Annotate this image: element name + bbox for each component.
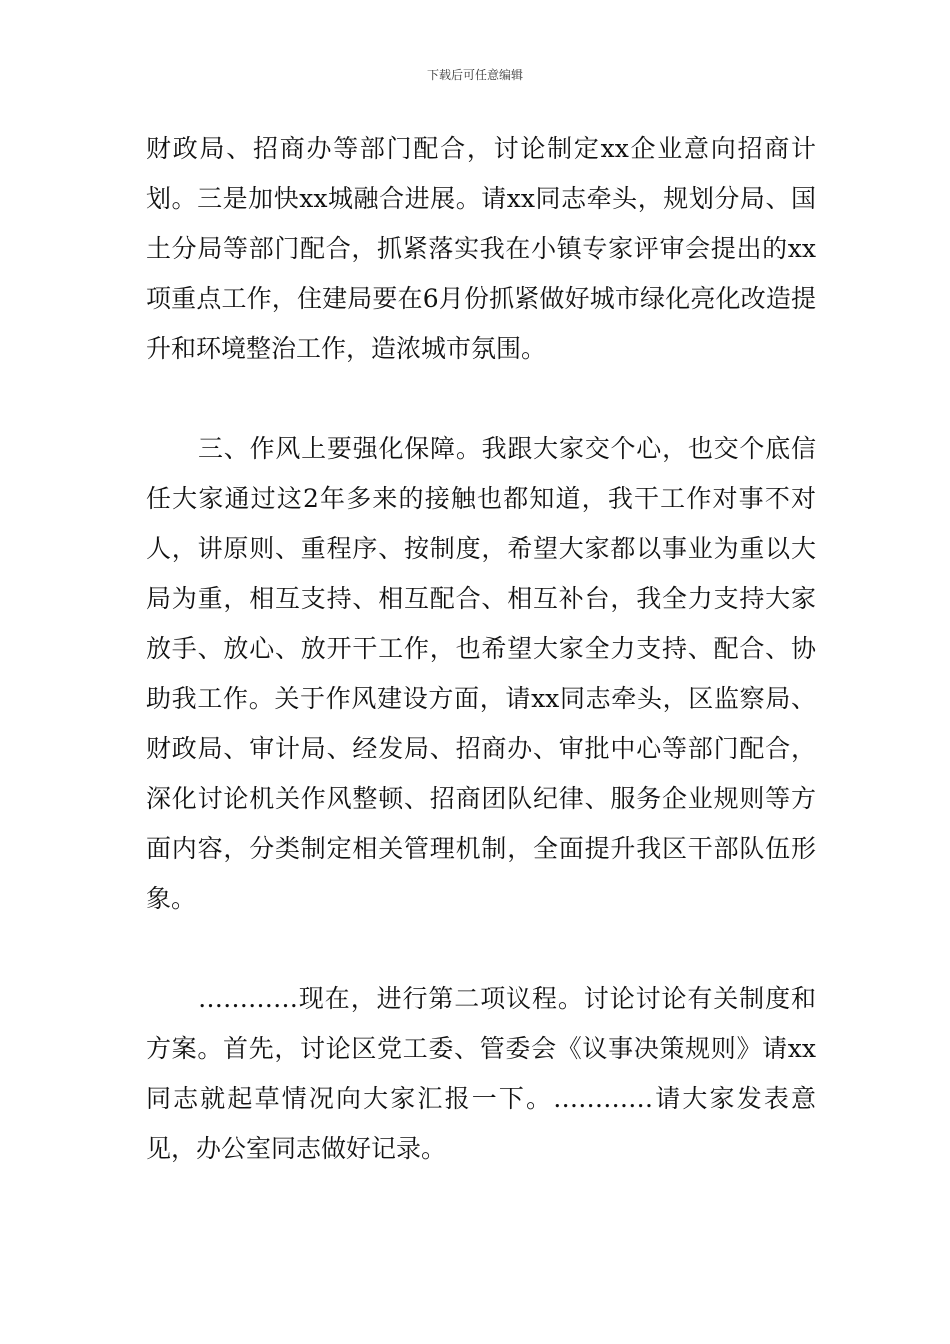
page-header: 下载后可任意编辑: [426, 68, 523, 82]
paragraph-1: 财政局、招商办等部门配合，讨论制定xx企业意向招商计划。三是加快xx城融合进展。请xx同志牵头，规划分局、国土分局等部门配合，抓紧落实我在小镇专家评审会提出的xx项重点工作，住建局要在6月份抓紧做好城市绿化亮化改造提升和环境整治工作，造浓城市氛围。: [146, 134, 816, 363]
paragraph-gap: [146, 924, 816, 974]
paragraph-gap: [146, 374, 816, 424]
document-body: [146, 124, 816, 1174]
paragraph-2: 三、作风上要强化保障。我跟大家交个心，也交个底信任大家通过这2年多来的接触也都知道，我干工作对事不对人，讲原则、重程序、按制度，希望大家都以事业为重以大局为重，相互支持、相互配合、相互补台，我全力支持大家放手、放心、放开干工作，也希望大家全力支持、配合、协助我工作。关于作风建设方面，请xx同志牵头，区监察局、财政局、审计局、经发局、招商办、审批中心等部门配合，深化讨论机关作风整顿、招商团队纪律、服务企业规则等方面内容，分类制定相关管理机制，全面提升我区干部队伍形象。: [146, 434, 816, 913]
paragraph-3: …………现在，进行第二项议程。讨论讨论有关制度和方案。首先，讨论区党工委、管委会《议事决策规则》请xx同志就起草情况向大家汇报一下。…………请大家发表意见，办公室同志做好记录。: [146, 984, 816, 1163]
